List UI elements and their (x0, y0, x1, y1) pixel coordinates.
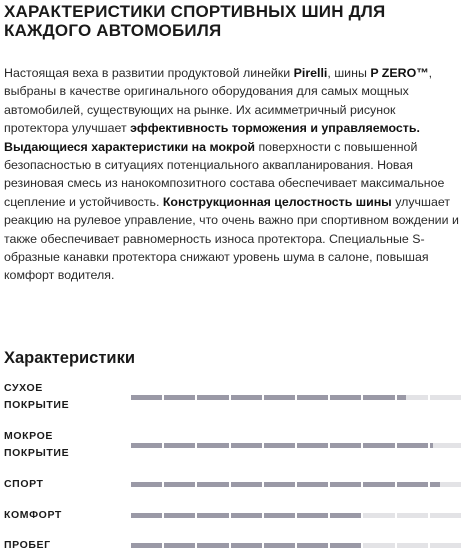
rating-segment (363, 482, 396, 487)
rating-segment (264, 395, 297, 400)
description-text: , выбраны в качестве оригинального оборудования для самых мощных автомобилей, существующих на рынке. Их асимметричный рисунок протектора улучшает (4, 66, 433, 136)
rating-segment (131, 443, 164, 448)
rating-segment-empty (433, 443, 463, 448)
rating-segment (231, 443, 264, 448)
description-emphasis: P ZERO™ (370, 66, 429, 80)
rating-segment (363, 443, 396, 448)
rating-segment (397, 395, 407, 400)
rating-segment (430, 513, 463, 518)
rating-bar (131, 395, 463, 400)
rating-segment (231, 513, 264, 518)
rating-segment (264, 543, 297, 548)
rating-segment (197, 543, 230, 548)
page-headline: ХАРАКТЕРИСТИКИ СПОРТИВНЫХ ШИН ДЛЯ КАЖДОГО АВТОМОБИЛЯ (4, 2, 386, 40)
rating-label: СУХОЕ ПОКРЫТИЕ (4, 382, 70, 411)
rating-segment (197, 513, 230, 518)
rating-segment (330, 543, 363, 548)
rating-segment (197, 482, 230, 487)
rating-segment (297, 482, 330, 487)
rating-segment (131, 543, 164, 548)
description-text: улучшает реакцию на рулевое управление, что очень важно при спортивном вождении и также обеспечивает равномерность износа протектора. Специальные S-образные канавки протектора снижают уровень шума в салоне, повышая комфорт водителя. (4, 194, 459, 283)
rating-segment (430, 482, 440, 487)
rating-segment (164, 543, 197, 548)
rating-bar (131, 543, 463, 548)
rating-segment (297, 513, 330, 518)
rating-segment (264, 482, 297, 487)
rating-segment (430, 395, 463, 400)
rating-segment (363, 513, 396, 518)
rating-segment-empty (440, 482, 463, 487)
rating-segment (330, 395, 363, 400)
rating-bar (131, 513, 463, 518)
rating-segment (363, 543, 396, 548)
rating-segment (397, 482, 430, 487)
rating-segment (397, 513, 430, 518)
rating-segment (330, 482, 363, 487)
rating-segment (330, 443, 363, 448)
rating-segment (164, 395, 197, 400)
rating-segment (264, 513, 297, 518)
rating-segment (330, 513, 363, 518)
rating-segment (231, 395, 264, 400)
rating-label: КОМФОРТ (4, 509, 62, 521)
rating-segment (197, 395, 230, 400)
rating-segment (164, 443, 197, 448)
rating-segment (264, 443, 297, 448)
description-emphasis: Pirelli (293, 66, 328, 80)
rating-segment (363, 395, 396, 400)
rating-segment (297, 395, 330, 400)
description-emphasis: эффективность торможения и управляемость. Выдающиеся характеристики на мокрой (4, 121, 420, 154)
rating-segment (430, 543, 463, 548)
rating-segment (197, 443, 230, 448)
description-text: поверхности с повышенной безопасностью в ситуациях потенциального аквапланирования. Новая резиновая смесь из нанокомпозитного состава обеспечивает максимальное сцепление и устойчивость. (4, 139, 445, 209)
rating-segment (297, 543, 330, 548)
rating-bar (131, 443, 463, 448)
rating-segment (164, 482, 197, 487)
rating-segment (231, 543, 264, 548)
description-text: Настоящая веха в развитии продуктовой линейки (4, 66, 294, 80)
description-emphasis: Конструкционная целостность шины (162, 194, 392, 209)
rating-label: ПРОБЕГ (4, 539, 51, 550)
description-text: , шины (327, 66, 371, 80)
rating-label: СПОРТ (4, 478, 44, 490)
rating-bar (131, 482, 463, 487)
rating-label: МОКРОЕ ПОКРЫТИЕ (4, 430, 70, 459)
rating-segment (397, 443, 430, 448)
rating-segment-empty (406, 395, 429, 400)
rating-segment (131, 513, 164, 518)
characteristics-title: Характеристики (4, 349, 135, 367)
rating-segment (297, 443, 330, 448)
rating-segment (164, 513, 197, 518)
rating-segment (231, 482, 264, 487)
rating-segment (131, 482, 164, 487)
product-description (4, 64, 462, 285)
rating-segment (131, 395, 164, 400)
rating-segment (397, 543, 430, 548)
